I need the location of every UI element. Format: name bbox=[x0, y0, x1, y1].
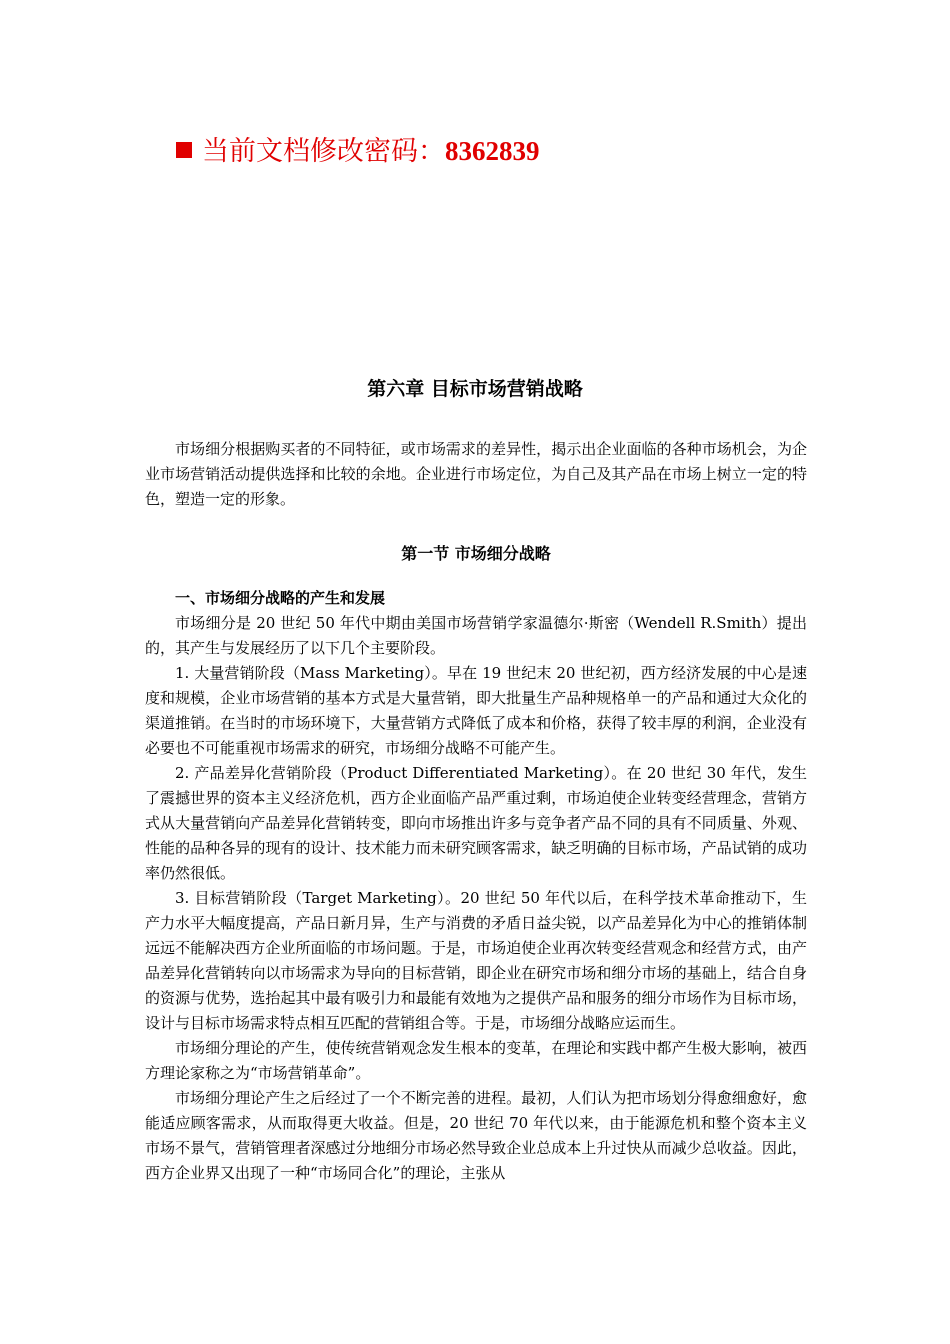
body-paragraph-6: 市场细分理论产生之后经过了一个不断完善的进程。最初，人们认为把市场划分得愈细愈好，愈能适应顾客需求，从而取得更大收益。但是，20 世纪 70 年代以来，由于能源危机和整个资本主义市场不景气，营销管理者深感过分地细分市场必然导致企业总成本上升过快从而减少总收益。因此，西方企业界又出现了一种“市场同合化”的理论，主张从 bbox=[145, 1089, 807, 1182]
subsection-heading: 一、市场细分战略的产生和发展 bbox=[175, 589, 386, 607]
square-bullet-icon bbox=[176, 142, 192, 158]
password-label: 当前文档修改密码： bbox=[202, 136, 445, 167]
password-code: 8362839 bbox=[445, 136, 540, 166]
section-title: 第一节 市场细分战略 bbox=[401, 544, 551, 563]
body-paragraph-5: 市场细分理论的产生，使传统营销观念发生根本的变革，在理论和实践中都产生极大影响，被西方理论家称之为“市场营销革命”。 bbox=[145, 1039, 807, 1082]
intro-paragraph: 市场细分根据购买者的不同特征，或市场需求的差异性，揭示出企业面临的各种市场机会，为企业市场营销活动提供选择和比较的余地。企业进行市场定位，为自己及其产品在市场上树立一定的特色，塑造一定的形象。 bbox=[145, 440, 807, 508]
body-paragraph-4: 3. 目标营销阶段（Target Marketing）。20 世纪 50 年代以后，在科学技术革命推动下，生产力水平大幅度提高，产品日新月异，生产与消费的矛盾日益尖锐，以产品差异化为中心的推销体制远远不能解决西方企业所面临的市场问题。于是，市场迫使企业再次转变经营观念和经营方式，由产品差异化营销转向以市场需求为导向的目标营销，即企业在研究市场和细分市场的基础上，结合自身的资源与优势，选抬起其中最有吸引力和最能有效地为之提供产品和服务的细分市场作为目标市场，设计与目标市场需求特点相互匹配的营销组合等。于是，市场细分战略应运而生。 bbox=[145, 889, 807, 1032]
document-body bbox=[145, 437, 807, 1186]
body-paragraph-1: 市场细分是 20 世纪 50 年代中期由美国市场营销学家温德尔·斯密（Wendell R.Smith）提出的，其产生与发展经历了以下几个主要阶段。 bbox=[145, 614, 807, 657]
password-notice bbox=[176, 134, 540, 169]
body-paragraph-2: 1. 大量营销阶段（Mass Marketing）。早在 19 世纪末 20 世纪初，西方经济发展的中心是速度和规模，企业市场营销的基本方式是大量营销，即大批量生产品种规格单一的产品和通过大众化的渠道推销。在当时的市场环境下，大量营销方式降低了成本和价格，获得了较丰厚的利润，企业没有必要也不可能重视市场需求的研究，市场细分战略不可能产生。 bbox=[145, 664, 807, 757]
chapter-title: 第六章 目标市场营销战略 bbox=[367, 378, 583, 400]
body-paragraph-3: 2. 产品差异化营销阶段（Product Differentiated Marketing）。在 20 世纪 30 年代，发生了震撼世界的资本主义经济危机，西方企业面临产品严重过剩，市场迫使企业转变经营理念，营销方式从大量营销向产品差异化营销转变，即向市场推出许多与竞争者产品不同的具有不同质量、外观、性能的品种各异的现有的设计、技术能力而未研究顾客需求，缺乏明确的目标市场，产品试销的成功率仍然很低。 bbox=[145, 764, 807, 882]
